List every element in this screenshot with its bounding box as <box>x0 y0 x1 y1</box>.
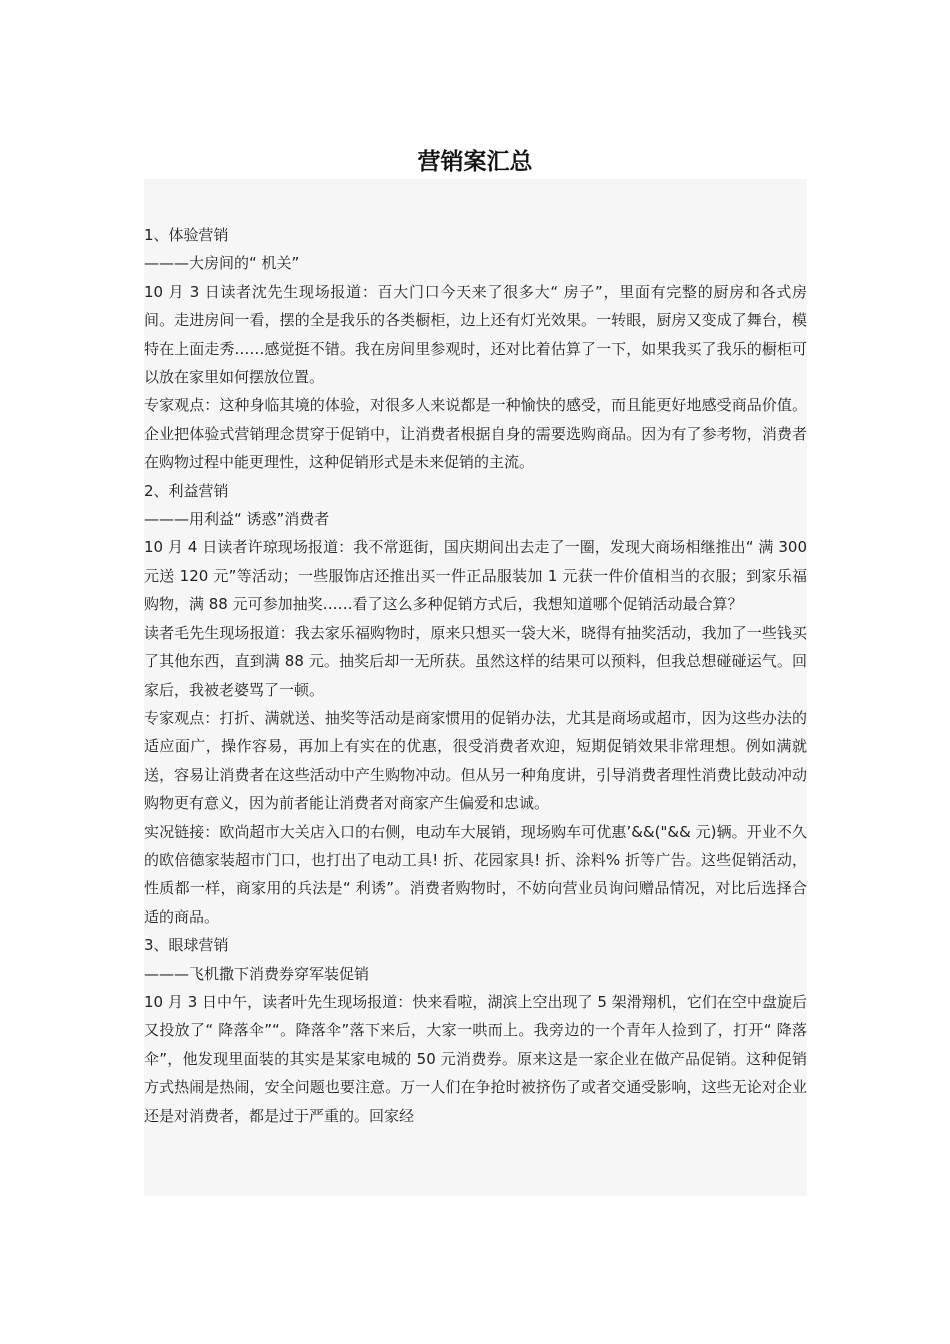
section-heading-eyeball-marketing: 3、眼球营销 <box>144 936 229 955</box>
subheading-benefit-temptation: ———用利益“ 诱惑”消费者 <box>144 510 330 529</box>
report-paragraph-ye: 10 月 3 日中午，读者叶先生现场报道：快来看啦，湖滨上空出现了 5 架滑翔机，它们在空中盘旋后又投放了“ 降落伞”“。降落伞”落下来后，大家一哄而上。我旁边的一个青年人捡到了，打开“ 降落伞”，他发现里面装的其实是某家电城的 50 元消费券。原来这是一家企业在做产品促销。这种促销方式热闹是热闹，安全问题也要注意。万一人们在争抢时被挤伤了或者交通受影响，这些无论对企业还是对消费者，都是过于严重的。回家经 <box>144 992 807 1125</box>
section-heading-benefit-marketing: 2、利益营销 <box>144 481 229 500</box>
subheading-aircraft-coupons: ———飞机撒下消费券穿军装促销 <box>144 964 370 983</box>
article-body <box>144 179 807 1196</box>
subheading-big-room: ———大房间的“ 机关” <box>144 254 300 273</box>
section-heading-experience-marketing: 1、体验营销 <box>144 226 229 244</box>
page-title: 营销案汇总 <box>417 149 533 175</box>
report-paragraph-mao: 读者毛先生现场报道：我去家乐福购物时，原来只想买一袋大米，晓得有抽奖活动，我加了一些钱买了其他东西，直到满 88 元。抽奖后却一无所获。虽然这样的结果可以预料，但我总想碰碰运气。回家后，我被老婆骂了一顿。 <box>144 623 807 699</box>
expert-opinion-experience: 专家观点：这种身临其境的体验，对很多人来说都是一种愉快的感受，而且能更好地感受商品价值。企业把体验式营销理念贯穿于促销中，让消费者根据自身的需要选购商品。因为有了参考物，消费者在购物过程中能更理性，这种促销形式是未来促销的主流。 <box>144 396 807 472</box>
report-paragraph-shen: 10 月 3 日读者沈先生现场报道：百大门口今天来了很多大“ 房子”，里面有完整的厨房和各式房间。走进房间一看，摆的全是我乐的各类橱柜，边上还有灯光效果。一转眼，厨房又变成了舞台，模特在上面走秀……感觉挺不错。我在房间里参观时，还对比着估算了一下，如果我买了我乐的橱柜可以放在家里如何摆放位置。 <box>144 282 807 387</box>
expert-opinion-benefit: 专家观点：打折、满就送、抽奖等活动是商家惯用的促销办法，尤其是商场或超市，因为这些办法的适应面广，操作容易，再加上有实在的优惠，很受消费者欢迎，短期促销效果非常理想。例如满就送，容易让消费者在这些活动中产生购物冲动。但从另一种角度讲，引导消费者理性消费比鼓动冲动购物更有意义，因为前者能让消费者对商家产生偏爱和忠诚。 <box>144 708 807 813</box>
live-link-paragraph: 实况链接：欧尚超市大关店入口的右侧，电动车大展销，现场购车可优惠’&&("&& 元)辆。开业不久的欧倍德家装超市门口，也打出了电动工具! 折、花园家具! 折、涂料% 折等广告。这些促销活动，性质都一样，商家用的兵法是“ 利诱”。消费者购物时，不妨向营业员询问赠品情况，对比后选择合适的商品。 <box>144 822 807 926</box>
report-paragraph-xu: 10 月 4 日读者许琼现场报道：我不常逛街，国庆期间出去走了一圈，发现大商场相继推出“ 满 300 元送 120 元”等活动；一些服饰店还推出买一件正品服装加 1 元获一件价值相当的衣服；到家乐福购物，满 88 元可参加抽奖……看了这么多种促销方式后，我想知道哪个促销活动最合算？ <box>144 538 807 614</box>
